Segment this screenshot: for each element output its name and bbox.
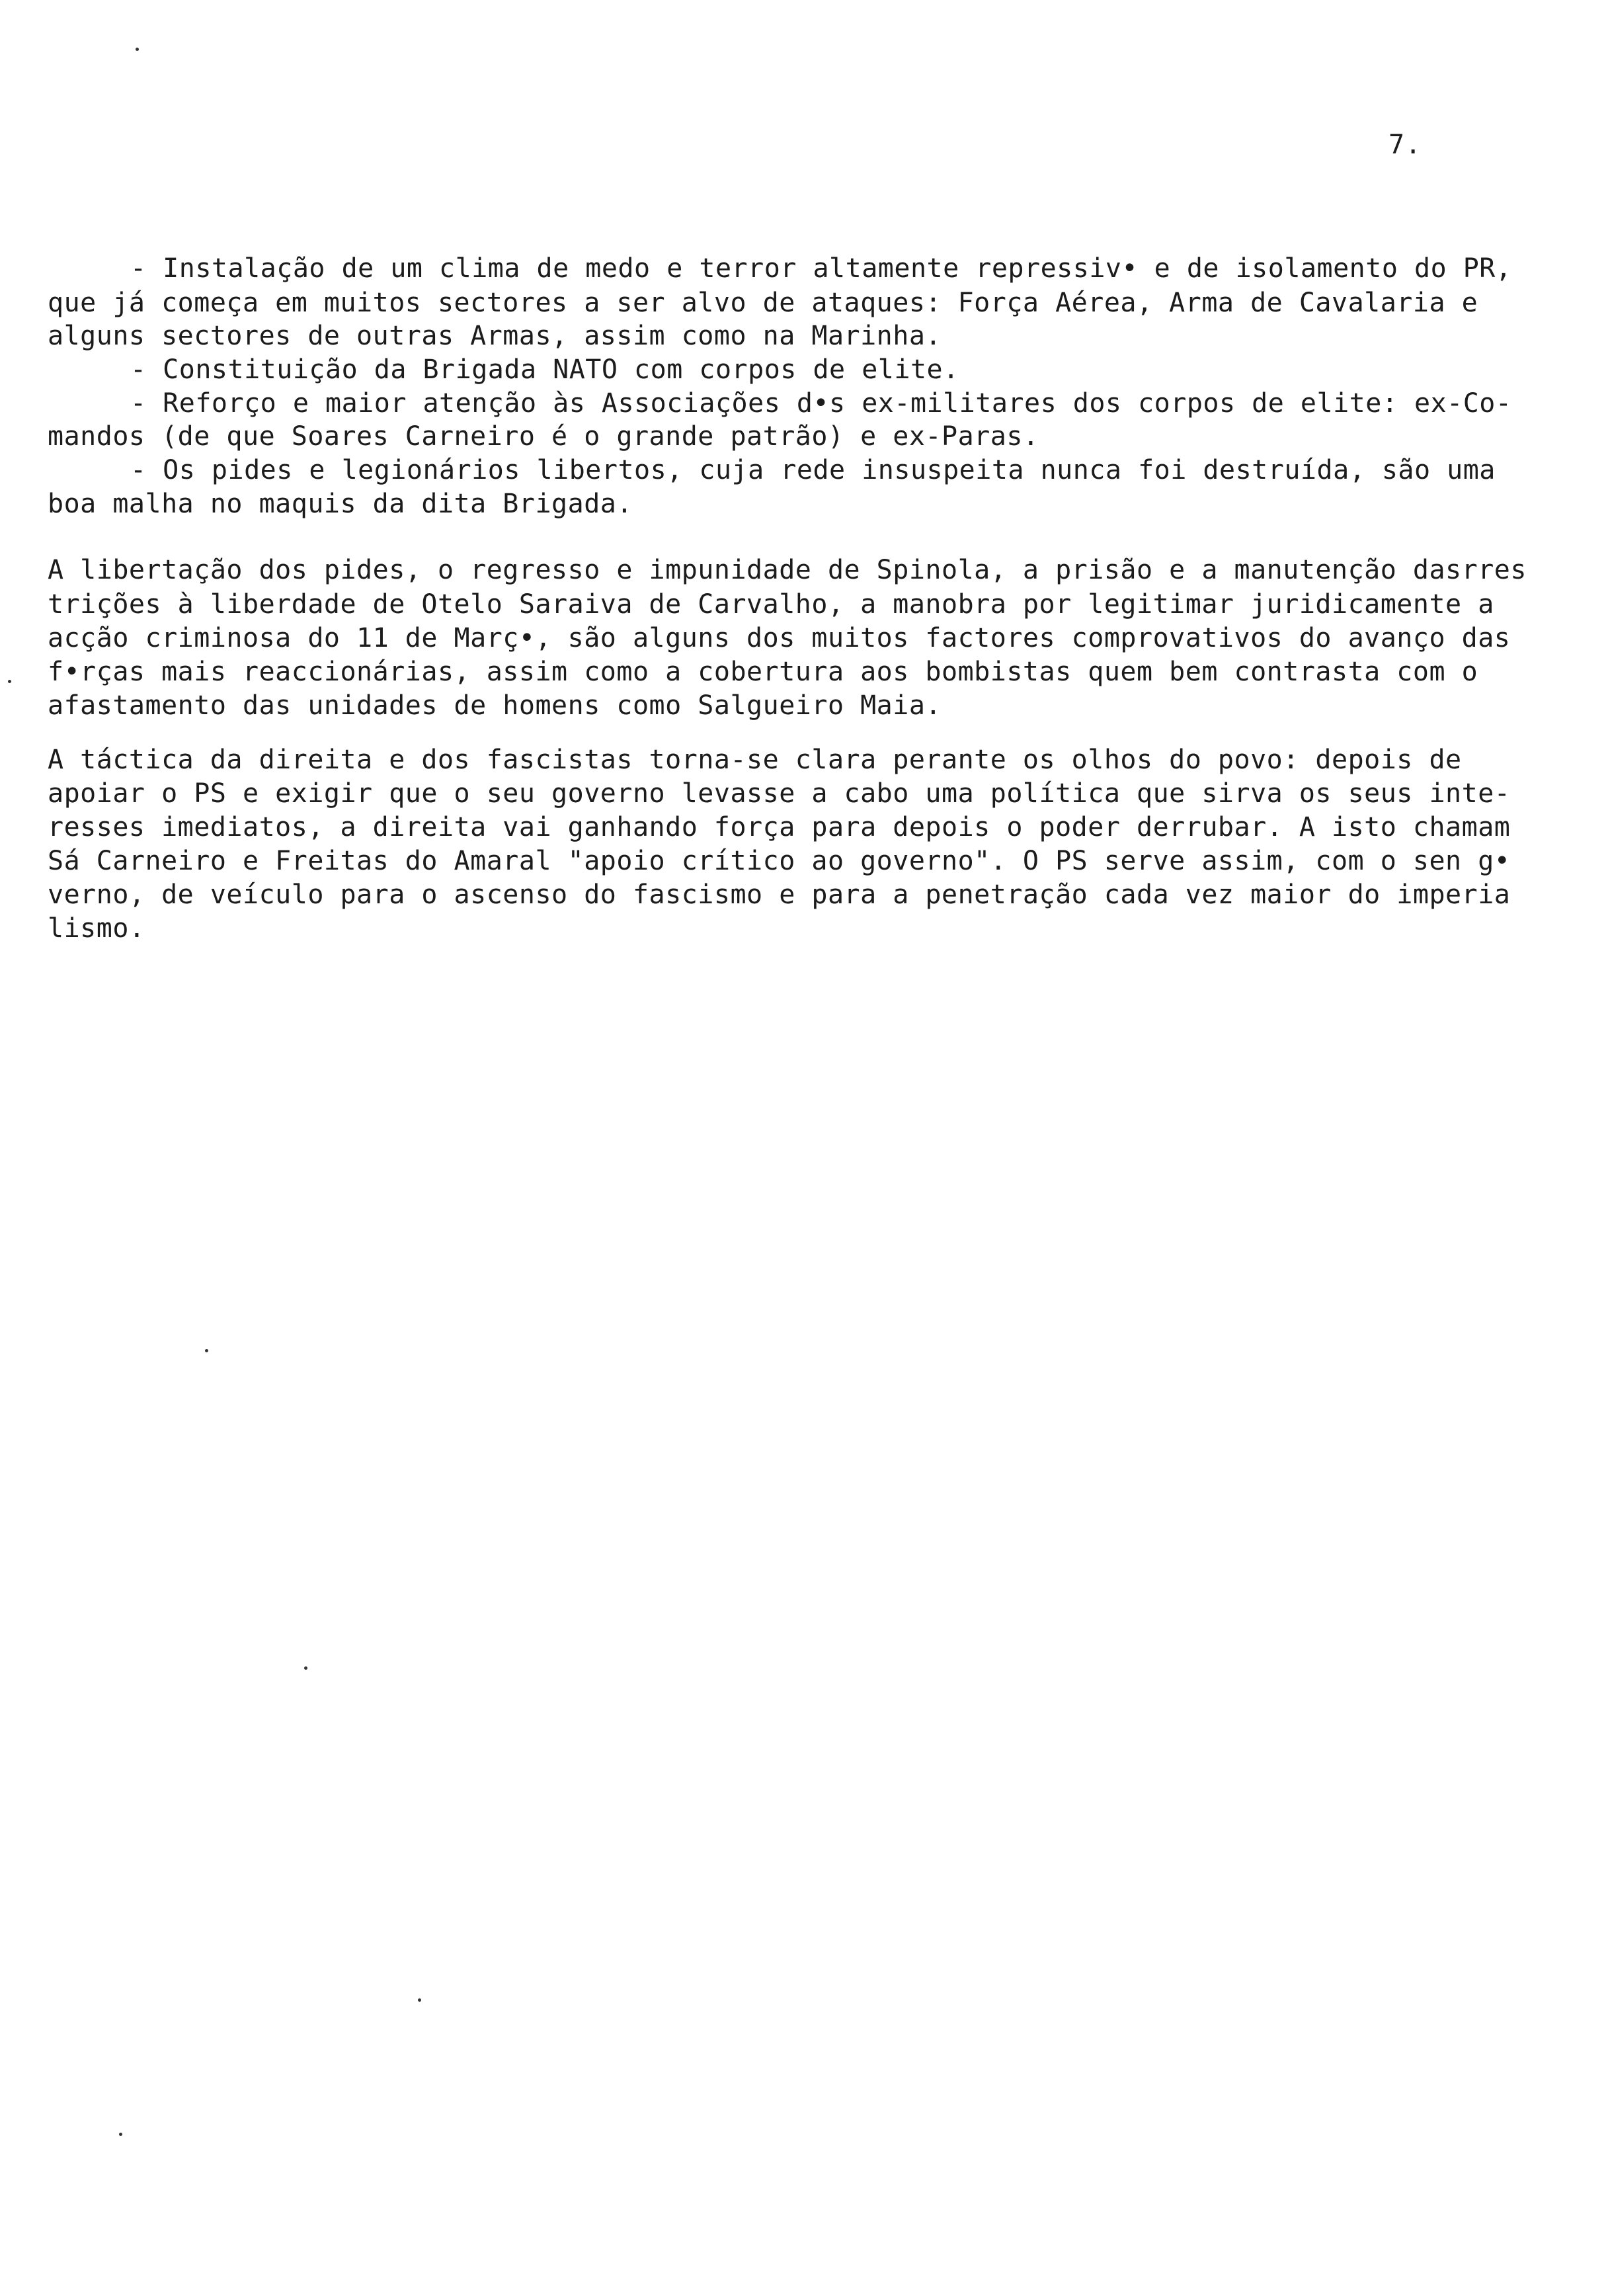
text-line: - Os pides e legionários libertos, cuja rede insuspeita nunca foi destruída, são uma — [130, 455, 1496, 485]
scan-speck — [136, 48, 139, 51]
scan-speck — [119, 2133, 122, 2136]
text-line: apoiar o PS e exigir que o seu governo levasse a cabo uma política que sirva os seus inte- — [48, 778, 1511, 809]
text-line: resses imediatos, a direita vai ganhando força para depois o poder derrubar. A isto chamam — [48, 812, 1511, 842]
text-line: trições à liberdade de Otelo Saraiva de Carvalho, a manobra por legitimar juridicamente a — [48, 589, 1494, 620]
text-line: f•rças mais reaccionárias, assim como a cobertura aos bombistas quem bem contrasta com o — [48, 657, 1478, 687]
scan-speck — [304, 1666, 307, 1670]
scan-speck — [418, 1998, 421, 2002]
text-line: - Instalação de um clima de medo e terror altamente repressiv• e de isolamento do PR, — [130, 253, 1512, 284]
text-line: - Reforço e maior atenção às Associações d•s ex-militares dos corpos de elite: ex-Co- — [130, 388, 1512, 419]
text-line: A táctica da direita e dos fascistas torna-se clara perante os olhos do povo: depois de — [48, 745, 1462, 775]
text-line: lismo. — [48, 913, 145, 944]
text-line: mandos (de que Soares Carneiro é o grande patrão) e ex-Paras. — [48, 421, 1039, 452]
text-line: Sá Carneiro e Freitas do Amaral "apoio crítico ao governo". O PS serve assim, com o sen g• — [48, 846, 1511, 876]
text-line: acção criminosa do 11 de Març•, são alguns dos muitos factores comprovativos do avanço das — [48, 623, 1511, 653]
page-number: 7. — [1388, 130, 1422, 160]
text-line: que já começa em muitos sectores a ser alvo de ataques: Força Aérea, Arma de Cavalaria e — [48, 288, 1478, 318]
scan-speck — [8, 680, 11, 683]
text-line: boa malha no maquis da dita Brigada. — [48, 489, 633, 519]
text-line: verno, de veículo para o ascenso do fascismo e para a penetração cada vez maior do imperia — [48, 880, 1511, 910]
text-line: - Constituição da Brigada NATO com corpos de elite. — [130, 354, 959, 385]
text-line: A libertação dos pides, o regresso e impunidade de Spinola, a prisão e a manutenção dasrres — [48, 555, 1527, 585]
text-line: alguns sectores de outras Armas, assim como na Marinha. — [48, 321, 942, 351]
text-line: afastamento das unidades de homens como Salgueiro Maia. — [48, 690, 942, 721]
scan-speck — [205, 1349, 208, 1352]
